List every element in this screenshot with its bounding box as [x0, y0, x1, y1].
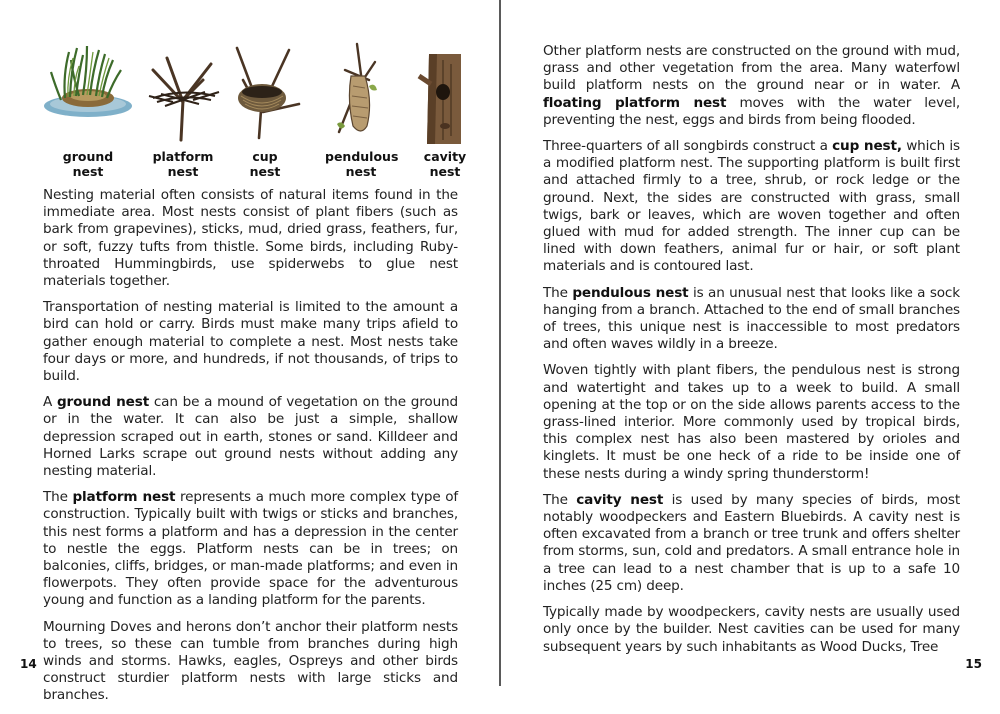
paragraph-cavity-nest: The cavity nest is used by many species of birds, most notably woodpeckers and Eastern Bluebirds. A cavity nest is often excavated from a branch or tree trunk and offers shelter from storms, sun, cold and predators. A small entrance hole in a tree can lead to a nest chamber that is up to a safe 10 inches (25 cm) deep.	[543, 491, 960, 594]
pendulous-nest-caption-line2: nest	[345, 163, 377, 179]
term-cavity-nest: cavity nest	[576, 491, 664, 508]
pendulous-nest-illustration	[325, 40, 397, 148]
cavity-nest-illustration	[415, 40, 475, 148]
cavity-nest-caption-line1: cavity	[423, 149, 467, 164]
left-page-body	[43, 187, 458, 714]
term-cup-nest: cup nest,	[832, 138, 902, 155]
ground-nest-caption-line1: ground	[62, 149, 114, 164]
page-number-left: 14	[20, 657, 37, 671]
right-page-body	[543, 43, 960, 665]
cavity-nest-caption-line2: nest	[429, 163, 461, 179]
pendulous-nest-figure	[325, 40, 397, 180]
term-floating-platform-nest: floating platform nest	[543, 94, 727, 111]
term-ground-nest: ground nest	[56, 394, 150, 411]
paragraph-mourning-doves: Mourning Doves and herons don’t anchor their platform nests to trees, so these can tumble from branches during high winds and storms. Hawks, eagles, Ospreys and other birds construct sturdier platform nests with large sticks and branches.	[43, 618, 458, 704]
left-page	[0, 0, 499, 704]
paragraph-floating-platform: Other platform nests are constructed on the ground with mud, grass and other vegetation from the area. Many waterfowl build platform nests on the ground near or in water. A floating platform nest moves with the water level, preventing the nest, eggs and birds from being flooded.	[543, 43, 960, 128]
cup-nest-caption-line2: nest	[249, 163, 281, 179]
platform-nest-caption-line2: nest	[167, 163, 199, 179]
pendulous-nest-caption-line1: pendulous	[325, 149, 399, 164]
paragraph-cup-nest: Three-quarters of all songbirds construct a cup nest, which is a modified platform nest. The supporting platform is built first and attached firmly to a tree, shrub, or rock ledge or the ground. Next, the sides are constructed with grass, small twigs, bark or leaves, which are woven together and often glued with mud for added strength. The inner cup can be lined with down feathers, animal fur or hair, or soft plant materials and is contoured last.	[543, 138, 960, 275]
right-page	[501, 0, 1000, 686]
cup-nest-caption-line1: cup	[252, 149, 278, 164]
paragraph-platform-nest: The platform nest represents a much more complex type of construction. Typically built with twigs or sticks and branches, this nest forms a platform and has a depression in the center to nestle the eggs. Platform nests can be in trees; on balconies, cliffs, bridges, or man-made platforms; and even in flowerpots. They often provide space for the adventurous young and function as a landing platform for the parents.	[43, 489, 458, 609]
paragraph-pendulous-nest: The pendulous nest is an unusual nest that looks like a sock hanging from a branch. Attached to the end of small branches of trees, this unique nest is inaccessible to most predators and often waves wildly in a breeze.	[543, 284, 960, 353]
ground-nest-caption-line2: nest	[72, 163, 104, 179]
paragraph-transportation: Transportation of nesting material is limited to the amount a bird can hold or carry. Birds must make many trips afield to gather enough material to complete a nest. Most nests take four days or more, and hundreds, if not thousands, of trips to build.	[43, 299, 458, 385]
ground-nest-figure	[43, 40, 133, 180]
cup-nest-illustration	[229, 40, 301, 148]
cup-nest-figure	[229, 40, 301, 180]
platform-nest-illustration	[143, 40, 223, 148]
paragraph-nesting-material: Nesting material often consists of natural items found in the immediate area. Most nests consist of plant fibers (such as bark from grapevines), sticks, mud, dried grass, feathers, fur, or soft, fuzzy tufts from thistle. Some birds, including Ruby-throated Hummingbirds, use spiderwebs to glue nest materials together.	[43, 187, 458, 290]
paragraph-ground-nest: A ground nest can be a mound of vegetation on the ground or in the water. It can also be just a simple, shallow depression scraped out in earth, stones or sand. Killdeer and Horned Larks scrape out ground nests without adding any nesting material.	[43, 394, 458, 480]
platform-nest-figure	[143, 40, 223, 180]
term-platform-nest: platform nest	[72, 489, 176, 506]
page-number-right: 15	[965, 657, 982, 671]
paragraph-woven-pendulous: Woven tightly with plant fibers, the pendulous nest is strong and watertight and takes up to a week to build. A small opening at the top or on the side allows parents access to the grass-lined interior. More commonly used by tropical birds, this complex nest has also been mastered by orioles and kinglets. It must be one heck of a ride to be inside one of these nests during a windy spring thunderstorm!	[543, 362, 960, 482]
cavity-nest-figure	[415, 40, 475, 180]
term-pendulous-nest: pendulous nest	[572, 284, 689, 301]
paragraph-woodpecker-cavities: Typically made by woodpeckers, cavity nests are usually used only once by the builder. Nest cavities can be used for many subsequent years by such inhabitants as Wood Ducks, Tree	[543, 604, 960, 655]
ground-nest-illustration	[43, 40, 133, 148]
platform-nest-caption-line1: platform	[152, 149, 214, 164]
